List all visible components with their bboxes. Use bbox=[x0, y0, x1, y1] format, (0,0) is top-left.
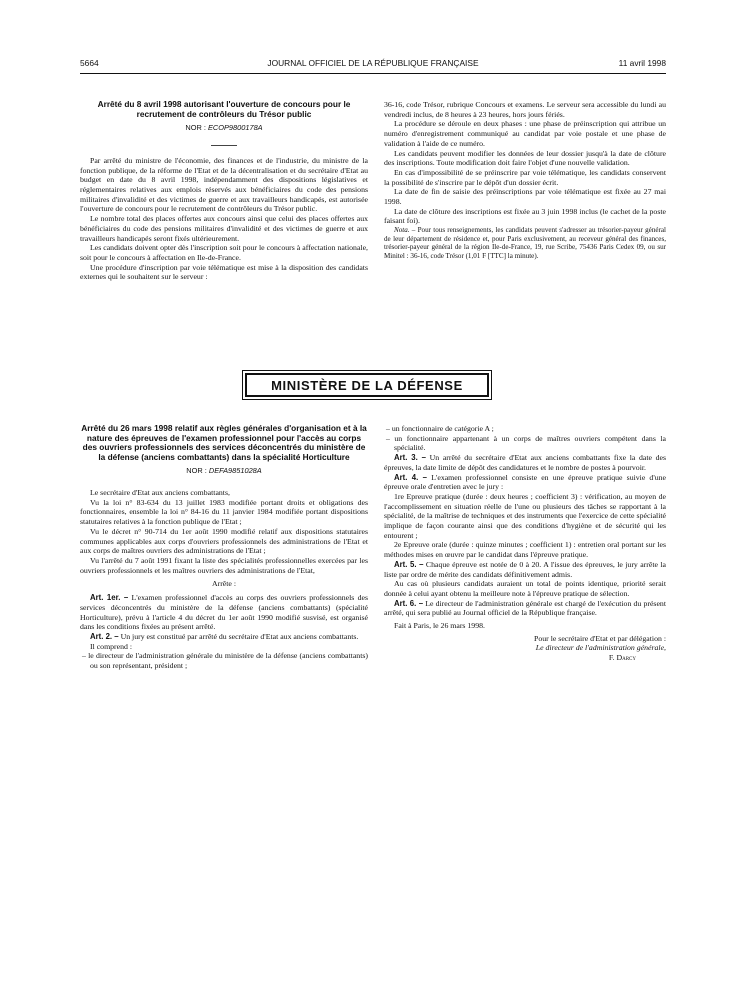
page-number: 5664 bbox=[80, 58, 99, 68]
paragraph: Par arrêté du ministre de l'économie, des finances et de l'industrie, du ministre de la fonction publique, de la réforme de l'Etat et de la décentralisation et du secrétaire d'Etat au budget en date du 8 avril 1998, indépendamment des dispositions législatives et réglementaires relatives aux emplois réservés aux bénéficiaires du code des pensions militaires d'invalidité et des victimes de guerre et aux travailleurs handicapés, est autorisée l'ouverture de concours pour le recrutement de contrôleurs du Trésor public. bbox=[80, 155, 368, 214]
nor-label: NOR : bbox=[185, 123, 206, 133]
paragraph: Le nombre total des places offertes aux concours ainsi que celui des places offertes aux bénéficiaires du code des pensions militaires d'invalidité et des victimes de guerre et aux travailleurs handicapés seront fixés ultérieurement. bbox=[80, 214, 368, 243]
issue-date: 11 avril 1998 bbox=[618, 58, 666, 68]
paragraph: Il comprend : bbox=[90, 641, 133, 651]
article1-title: Arrêté du 8 avril 1998 autorisant l'ouverture de concours pour le recrutement de contrôleurs du Trésor public bbox=[97, 99, 351, 119]
signature-date: Fait à Paris, le 26 mars 1998. bbox=[394, 621, 485, 631]
article-label: Art. 6. – bbox=[394, 598, 424, 608]
article-paragraph bbox=[384, 560, 666, 579]
article1-left-column bbox=[80, 100, 368, 282]
signature-delegation: Pour le secrétaire d'Etat et par délégation : bbox=[534, 633, 666, 643]
paragraph: Le secrétaire d'Etat aux anciens combattants, bbox=[90, 488, 230, 498]
paragraph: 2e Epreuve orale (durée : quinze minutes ; coefficient 1) : entretien oral portant sur les méthodes mises en œuvre par le candidat dans l'épreuve pratique. bbox=[384, 540, 666, 560]
article2-right-column bbox=[384, 424, 666, 663]
paragraph: 36-16, code Trésor, rubrique Concours et examens. Le serveur sera accessible du lundi au vendredi inclus, de 8 heures à 23 heures, hors jours fériés. bbox=[384, 100, 666, 119]
signature-name: F. Darcy bbox=[608, 653, 636, 663]
list-item: – un fonctionnaire de catégorie A ; bbox=[386, 424, 494, 433]
article2-title: Arrêté du 26 mars 1998 relatif aux règles générales d'organisation et à la nature des épreuves de l'examen professionnel pour l'accès au corps des ouvriers professionnels des services déconcentrés du ministère de la défense (anciens combattants) dans la spécialité Horticulture bbox=[81, 423, 367, 462]
paragraph: La procédure se déroule en deux phases : une phase de préinscription qui attribue un numéro d'enregistrement communiqué au candidat par voie postale et une phase de validation à l'aide de ce numéro. bbox=[384, 119, 666, 148]
paragraph: Les candidats doivent opter dès l'inscription soit pour le concours à affectation nationale, soit pour le concours à affectation en Ile-de-France. bbox=[80, 243, 368, 262]
article-text: Le directeur de l'administration générale est chargé de l'exécution du présent arrêté, qui sera publié au Journal officiel de la République française. bbox=[384, 598, 666, 618]
arrete-heading: Arrête : bbox=[211, 579, 237, 589]
article-label: Art. 5. – bbox=[394, 559, 424, 569]
paragraph: En cas d'impossibilité de se préinscrire par voie télématique, les candidats conservent la possibilité de s'inscrire par le dépôt d'un dossier écrit. bbox=[384, 167, 666, 187]
header-rule bbox=[80, 73, 666, 74]
article-paragraph bbox=[80, 593, 368, 632]
article2-left-column bbox=[80, 424, 368, 671]
article-label: Art. 3. – bbox=[394, 453, 426, 463]
journal-title: JOURNAL OFFICIEL DE LA RÉPUBLIQUE FRANÇAISE bbox=[267, 58, 479, 68]
nor-code: DEFA9851028A bbox=[208, 466, 262, 476]
article-paragraph bbox=[384, 453, 666, 472]
article1-nor bbox=[80, 123, 368, 133]
paragraph: Au cas où plusieurs candidats auraient un total de points identique, priorité serait donnée à celui ayant obtenu la meilleure note à l'épreuve pratique de sélection. bbox=[384, 579, 666, 598]
article-text: Un jury est constitué par arrêté du secrétaire d'Etat aux anciens combattants. bbox=[120, 631, 359, 641]
note-label: Nota. – bbox=[394, 226, 416, 235]
article-label: Art. 4. – bbox=[394, 472, 428, 482]
article-paragraph bbox=[80, 632, 368, 642]
note bbox=[384, 226, 666, 260]
paragraph: Vu l'arrêté du 7 août 1991 fixant la liste des spécialités professionnelles exercées par les ouvriers professionnels et les maîtres ouvriers des administrations de l'Etat, bbox=[80, 556, 368, 575]
list-item: – le directeur de l'administration générale du ministère de la défense (anciens combattants) ou son représentant, président ; bbox=[82, 651, 368, 671]
article2-nor bbox=[80, 466, 368, 476]
page-header bbox=[80, 58, 666, 72]
list-item: – un fonctionnaire appartenant à un corps de maîtres ouvriers compétent dans la spécialité. bbox=[386, 433, 666, 453]
article-text: L'examen professionnel d'accès au corps des ouvriers professionnels des services déconcentrés du ministère de la défense (anciens combattants) (spécialité Horticulture), prévu à l'article 4 du décret du 1er août 1990 modifié susvisé, est organisé dans les conditions fixées au présent arrêté. bbox=[80, 593, 369, 632]
paragraph: Vu le décret n° 90-714 du 1er août 1990 modifié relatif aux dispositions statutaires communes applicables aux corps d'ouvriers professionnels des administrations de l'Etat et aux corps de maîtres ouvriers des administrations de l'Etat ; bbox=[80, 526, 368, 556]
ministry-banner: MINISTÈRE DE LA DÉFENSE bbox=[245, 373, 489, 397]
article-label: Art. 1er. – bbox=[90, 593, 129, 603]
article-text: Un arrêté du secrétaire d'Etat aux anciens combattants fixe la date des épreuves, la date limite de dépôt des candidatures et le nombre de postes à pourvoir. bbox=[384, 453, 666, 472]
signature-title: Le directeur de l'administration générale, bbox=[535, 643, 666, 653]
paragraph: La date de clôture des inscriptions est fixée au 3 juin 1998 inclus (le cachet de la poste faisant foi). bbox=[384, 206, 666, 226]
note-text: Pour tous renseignements, les candidats peuvent s'adresser au trésorier-payeur général de leur département de résidence et, pour Paris exclusivement, au receveur général des finances, trésorier-payeur général de la région Ile-de-France, 19, rue Scribe, 75436 Paris Cedex 09, ou sur Minitel : 36-16, code Trésor (1,01 F [TTC] la minute). bbox=[384, 226, 666, 260]
article-paragraph bbox=[384, 599, 666, 618]
nor-code: ECOP9800178A bbox=[207, 123, 263, 133]
article-text: Chaque épreuve est notée de 0 à 20. A l'issue des épreuves, le jury arrête la liste par ordre de mérite des candidats définitivement admis. bbox=[384, 559, 666, 579]
article-label: Art. 2. – bbox=[90, 631, 119, 641]
separator bbox=[211, 145, 237, 146]
paragraph: Une procédure d'inscription par voie télématique est mise à la disposition des candidats externes qui le souhaitent sur le serveur : bbox=[80, 262, 368, 282]
paragraph: Vu la loi n° 83-634 du 13 juillet 1983 modifiée portant droits et obligations des fonctionnaires, ensemble la loi n° 84-16 du 11 janvier 1984 modifiée portant dispositions statutaires relatives à la fonction publique de l'Etat ; bbox=[80, 497, 368, 527]
article-text: L'examen professionnel consiste en une épreuve pratique suivie d'une épreuve orale d'entretien avec le jury : bbox=[384, 472, 666, 492]
article1-right-column bbox=[384, 100, 666, 261]
paragraph: Les candidats peuvent modifier les données de leur dossier jusqu'à la date de clôture des inscriptions. Toute modification doit faire l'objet d'une nouvelle validation. bbox=[384, 148, 666, 168]
article-paragraph bbox=[384, 473, 666, 492]
nor-label: NOR : bbox=[186, 466, 207, 476]
paragraph: 1re Epreuve pratique (durée : deux heures ; coefficient 3) : vérification, au moyen de l'accomplissement en situation réelle de l'une ou plusieurs des tâches se rapportant à la spécialité, de la maîtrise de techniques et des instruments que l'exercice de cette spécialité implique de façon courante ainsi que des conditions d'hygiène et de sécurité qui les entourent ; bbox=[384, 491, 666, 540]
paragraph: La date de fin de saisie des préinscriptions par voie télématique est fixée au 27 mai 1998. bbox=[384, 187, 666, 207]
